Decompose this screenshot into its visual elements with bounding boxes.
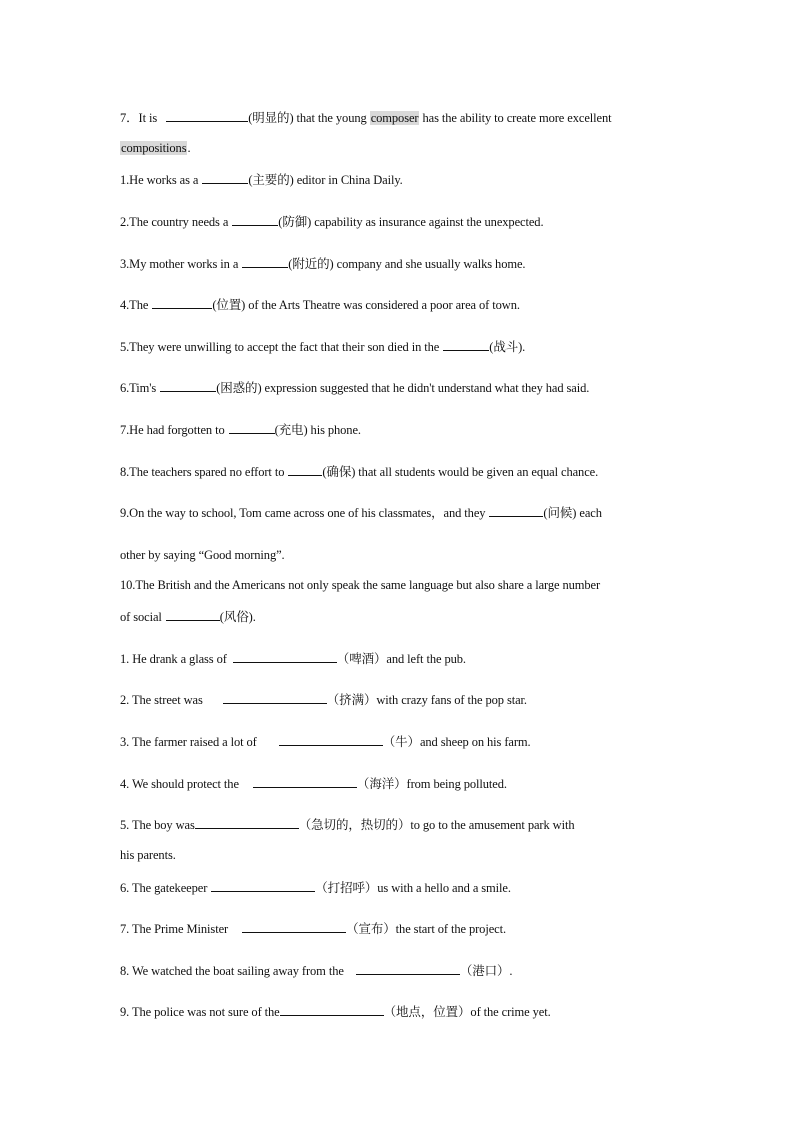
set1-item-10 (120, 576, 680, 594)
answer-blank[interactable] (223, 691, 327, 704)
item-text: 1. He drank a glass of (120, 652, 227, 666)
answer-blank[interactable] (160, 379, 216, 392)
question-7 (120, 109, 680, 127)
answer-blank[interactable] (242, 920, 346, 933)
q7-prefix: 7．It is (120, 111, 158, 125)
item-text: his parents. (120, 848, 176, 862)
set2-item-5 (120, 816, 680, 834)
item-hint: （挤满）with crazy fans of the pop star. (326, 693, 527, 707)
item-text: 4.The (120, 298, 149, 312)
item-hint: (确保) that all students would be given an equal chance. (322, 465, 599, 479)
item-text: 6. The gatekeeper (120, 881, 208, 895)
set1-item-4 (120, 296, 680, 314)
item-hint: (困惑的) expression suggested that he didn't understand what they had said. (216, 381, 590, 395)
set1-item-5 (120, 338, 680, 356)
answer-blank[interactable] (280, 1003, 384, 1016)
item-hint: (防御) capability as insurance against the unexpected. (278, 215, 544, 229)
item-hint: （牛）and sheep on his farm. (382, 735, 531, 749)
set2-item-6 (120, 879, 680, 897)
set1-item-7 (120, 421, 680, 439)
item-text: 8. We watched the boat sailing away from the (120, 964, 344, 978)
item-hint: （地点，位置）of the crime yet. (383, 1005, 551, 1019)
set2-item-3 (120, 733, 680, 751)
item-hint: (附近的) company and she usually walks home. (288, 257, 526, 271)
item-hint: （宣布）the start of the project. (346, 922, 506, 936)
set2-item-8 (120, 962, 680, 980)
item-hint: （急切的，热切的）to go to the amusement park with (298, 818, 575, 832)
answer-blank[interactable] (202, 171, 248, 184)
item-text: 9. The police was not sure of the (120, 1005, 280, 1019)
item-text: 6.Tim's (120, 381, 157, 395)
set2-item-4 (120, 775, 680, 793)
answer-blank[interactable] (166, 608, 220, 621)
highlight-compositions: compositions (121, 141, 187, 155)
set1-item-9-cont (120, 546, 680, 564)
set1-item-1 (120, 171, 680, 189)
item-hint: （港口）. (459, 964, 513, 978)
item-text: 5. The boy was (120, 818, 195, 832)
item-text: 3.My mother works in a (120, 257, 239, 271)
q7-hint: (明显的) that the young (248, 111, 367, 125)
item-text: other by saying “Good morning”. (120, 548, 285, 562)
item-text: 3. The farmer raised a lot of (120, 735, 257, 749)
item-hint: (位置) of the Arts Theatre was considered a poor area of town. (212, 298, 520, 312)
item-hint: （打招呼）us with a hello and a smile. (315, 881, 511, 895)
item-text: 10.The British and the Americans not only speak the same language but also share a large number (120, 578, 601, 592)
item-hint: (充电) his phone. (274, 423, 361, 437)
set1-item-10-cont (120, 608, 680, 626)
set2-item-9 (120, 1003, 680, 1021)
answer-blank[interactable] (242, 255, 288, 268)
item-text: 7.He had forgotten to (120, 423, 225, 437)
highlight-composer: composer (370, 111, 419, 125)
set2-item-7 (120, 920, 680, 938)
item-text: 9.On the way to school, Tom came across one of his classmates，and they (120, 506, 486, 520)
answer-blank[interactable] (356, 962, 460, 975)
set1-item-2 (120, 213, 680, 231)
item-hint: (问候) each (543, 506, 602, 520)
answer-blank[interactable] (288, 463, 322, 476)
item-text: 2.The country needs a (120, 215, 229, 229)
set2-item-5-cont (120, 846, 680, 864)
q7-rest: has the ability to create more excellent (422, 111, 612, 125)
item-hint: （海洋）from being polluted. (356, 777, 507, 791)
item-text: 8.The teachers spared no effort to (120, 465, 285, 479)
answer-blank[interactable] (489, 504, 543, 517)
item-hint: （啤酒）and left the pub. (336, 652, 466, 666)
item-hint: (战斗). (489, 340, 526, 354)
question-7-cont (120, 139, 680, 157)
answer-blank[interactable] (229, 421, 275, 434)
item-hint: (主要的) editor in China Daily. (248, 173, 403, 187)
set2-item-1 (120, 650, 680, 668)
answer-blank[interactable] (152, 296, 212, 309)
answer-blank[interactable] (195, 816, 299, 829)
answer-blank[interactable] (211, 879, 315, 892)
answer-blank[interactable] (279, 733, 383, 746)
item-text: 1.He works as a (120, 173, 199, 187)
set1-item-9 (120, 504, 680, 522)
item-text: 7. The Prime Minister (120, 922, 229, 936)
item-text: 2. The street was (120, 693, 203, 707)
q7-end: . (187, 141, 191, 155)
set2-item-2 (120, 691, 680, 709)
set1-item-6 (120, 379, 680, 397)
answer-blank[interactable] (232, 213, 278, 226)
set1-item-3 (120, 255, 680, 273)
item-text: 4. We should protect the (120, 777, 239, 791)
answer-blank[interactable] (233, 650, 337, 663)
answer-blank[interactable] (443, 338, 489, 351)
item-text: of social (120, 610, 162, 624)
answer-blank[interactable] (253, 775, 357, 788)
set1-item-8 (120, 463, 680, 481)
item-text: 5.They were unwilling to accept the fact that their son died in the (120, 340, 440, 354)
item-hint: (风俗). (219, 610, 256, 624)
answer-blank[interactable] (166, 109, 248, 122)
